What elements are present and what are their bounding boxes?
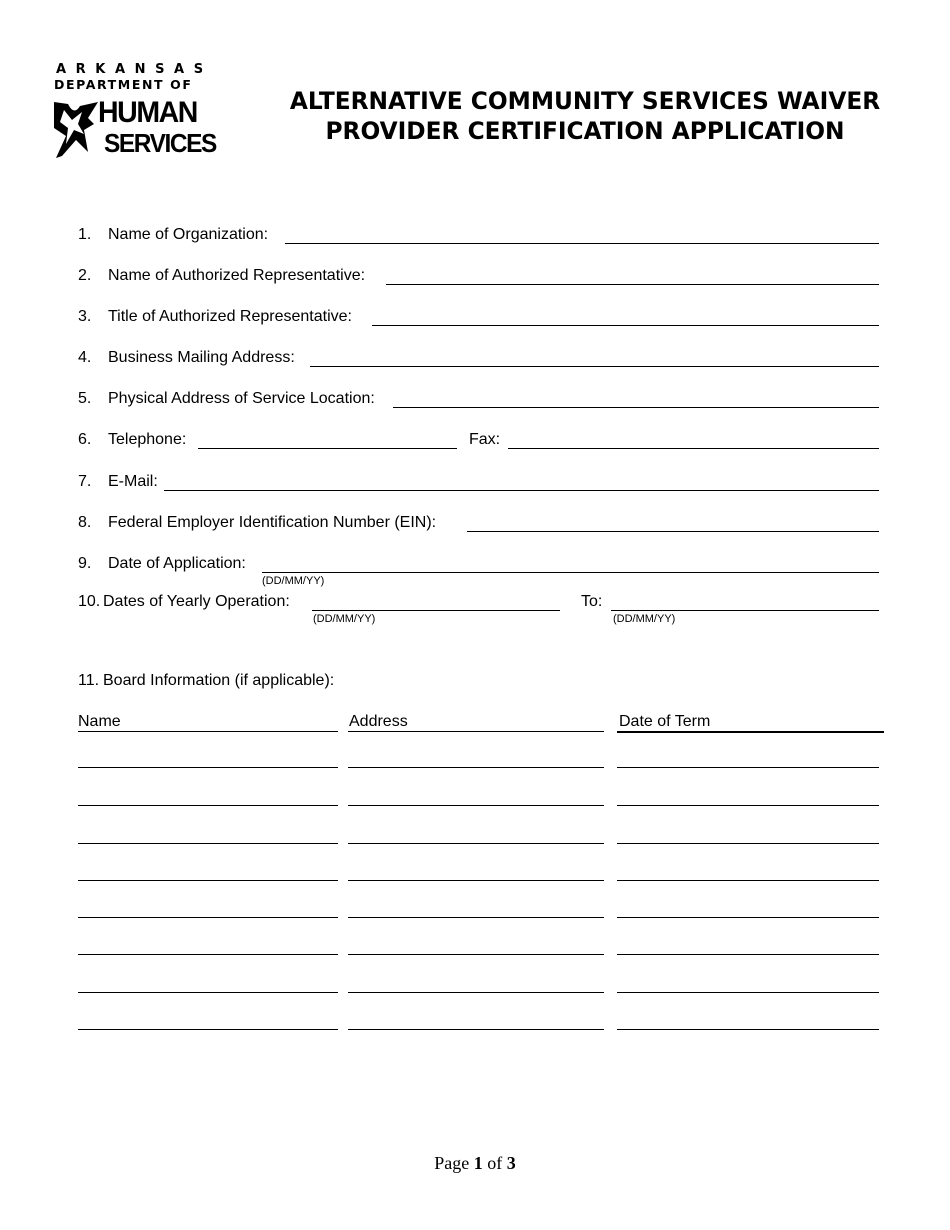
board-term-input[interactable]	[617, 917, 879, 918]
fax-label: Fax:	[469, 431, 501, 448]
board-term-input[interactable]	[617, 1029, 879, 1030]
board-address-input[interactable]	[348, 954, 604, 955]
current-page: 1	[473, 1153, 483, 1173]
field-number: 3.	[78, 308, 92, 325]
email-label: E-Mail:	[108, 473, 158, 490]
arkansas-dhs-logo	[54, 62, 216, 162]
ein-label: Federal Employer Identification Number (EIN):	[108, 514, 437, 531]
logo-text: HUMAN	[98, 96, 197, 129]
field-number: 10.	[78, 593, 101, 610]
board-address-input[interactable]	[348, 992, 604, 993]
logo-text: ARKANSAS	[56, 62, 213, 77]
board-term-input[interactable]	[617, 843, 879, 844]
page-label: Page	[434, 1153, 470, 1173]
logo-text: DEPARTMENT OF	[54, 77, 193, 92]
logo-text: SERVICES	[104, 128, 216, 158]
operation-from-input[interactable]	[312, 610, 560, 611]
board-term-input[interactable]	[617, 767, 879, 768]
board-name-input[interactable]	[78, 880, 338, 881]
board-name-input[interactable]	[78, 917, 338, 918]
field-number: 7.	[78, 473, 92, 490]
application-date-label: Date of Application:	[108, 555, 246, 572]
page-title	[231, 86, 939, 146]
field-number: 6.	[78, 431, 92, 448]
board-info-label: Board Information (if applicable):	[103, 672, 335, 689]
mailing-address-label: Business Mailing Address:	[108, 349, 295, 366]
board-term-header: Date of Term	[619, 713, 711, 730]
date-format-hint: (DD/MM/YY)	[313, 613, 376, 625]
board-term-input[interactable]	[617, 992, 879, 993]
title-line: PROVIDER CERTIFICATION APPLICATION	[325, 117, 845, 145]
board-name-input[interactable]	[78, 805, 338, 806]
board-address-input[interactable]	[348, 805, 604, 806]
organization-name-label: Name of Organization:	[108, 226, 269, 243]
organization-name-input[interactable]	[285, 243, 879, 244]
field-number: 2.	[78, 267, 92, 284]
board-address-input[interactable]	[348, 767, 604, 768]
yearly-operation-label: Dates of Yearly Operation:	[103, 593, 290, 610]
application-date-input[interactable]	[262, 572, 879, 573]
field-number: 1.	[78, 226, 92, 243]
physical-address-input[interactable]	[393, 407, 879, 408]
to-label: To:	[581, 593, 603, 610]
title-line: ALTERNATIVE COMMUNITY SERVICES WAIVER	[289, 87, 881, 115]
board-name-input[interactable]	[78, 992, 338, 993]
board-name-header: Name	[78, 713, 121, 730]
authorized-rep-name-label: Name of Authorized Representative:	[108, 267, 366, 284]
email-input[interactable]	[164, 490, 879, 491]
authorized-rep-name-input[interactable]	[386, 284, 879, 285]
header-underline	[348, 731, 604, 732]
field-number: 11.	[78, 672, 100, 689]
board-term-input[interactable]	[617, 805, 879, 806]
field-number: 9.	[78, 555, 92, 572]
board-address-input[interactable]	[348, 880, 604, 881]
board-name-input[interactable]	[78, 1029, 338, 1030]
board-address-input[interactable]	[348, 1029, 604, 1030]
mailing-address-input[interactable]	[310, 366, 879, 367]
board-address-input[interactable]	[348, 917, 604, 918]
header-underline	[617, 731, 884, 733]
telephone-input[interactable]	[198, 448, 457, 449]
board-name-input[interactable]	[78, 843, 338, 844]
authorized-rep-title-label: Title of Authorized Representative:	[108, 308, 352, 325]
ein-input[interactable]	[467, 531, 879, 532]
field-number: 5.	[78, 390, 92, 407]
physical-address-label: Physical Address of Service Location:	[108, 390, 375, 407]
board-address-header: Address	[349, 713, 408, 730]
telephone-label: Telephone:	[108, 431, 187, 448]
board-name-input[interactable]	[78, 767, 338, 768]
page-of: of	[487, 1153, 503, 1173]
page-footer	[0, 1153, 950, 1174]
board-term-input[interactable]	[617, 954, 879, 955]
date-format-hint: (DD/MM/YY)	[613, 613, 676, 625]
header-underline	[78, 731, 338, 732]
logo-figure-icon	[54, 100, 98, 160]
operation-to-input[interactable]	[611, 610, 879, 611]
board-name-input[interactable]	[78, 954, 338, 955]
field-number: 8.	[78, 514, 92, 531]
date-format-hint: (DD/MM/YY)	[262, 575, 325, 587]
total-pages: 3	[506, 1153, 516, 1173]
board-term-input[interactable]	[617, 880, 879, 881]
field-number: 4.	[78, 349, 92, 366]
fax-input[interactable]	[508, 448, 879, 449]
authorized-rep-title-input[interactable]	[372, 325, 879, 326]
board-address-input[interactable]	[348, 843, 604, 844]
